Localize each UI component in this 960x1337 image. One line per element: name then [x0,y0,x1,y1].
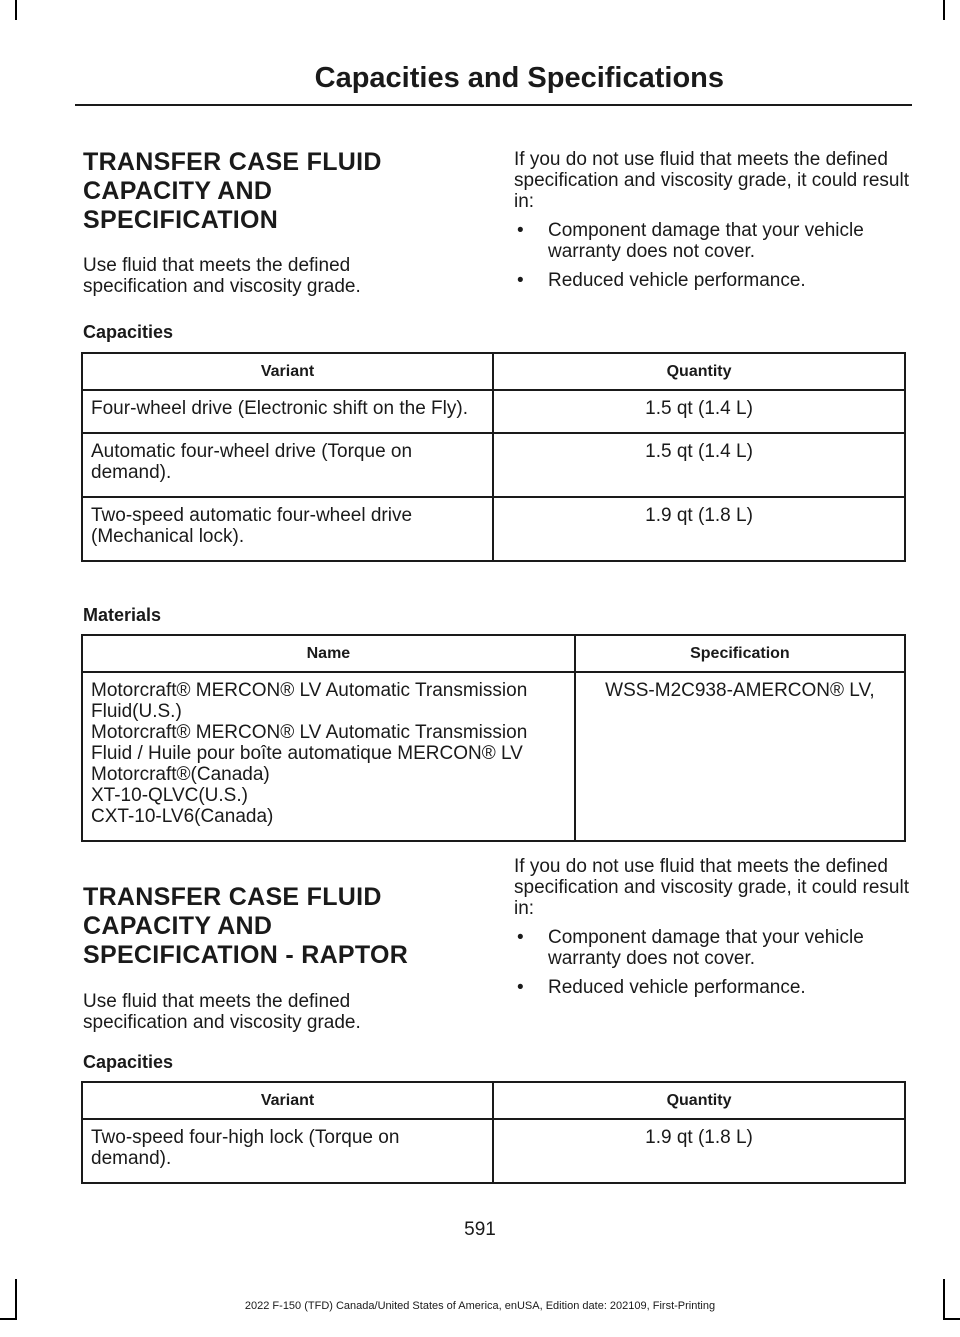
section-title-line: SPECIFICATION [83,206,279,234]
column-header-variant: Variant [82,353,493,390]
capacities-heading: Capacities [83,322,174,342]
capacities-heading: Capacities [83,1052,174,1072]
material-name-line: Fluid / Huile pour boîte automatique MERCON® LV [91,743,523,764]
variant-cell: Two-speed automatic four-wheel drive (Mechanical lock). [82,497,493,561]
material-specification-cell: WSS-M2C938-AMERCON® LV, [575,672,905,841]
section-title-line: TRANSFER CASE FLUID [83,148,382,176]
material-name-line: Motorcraft®(Canada) [91,764,270,785]
quantity-cell: 1.5 qt (1.4 L) [493,433,905,497]
page-header [75,60,912,106]
warning-bullet-list [514,220,910,299]
table-row [82,390,905,433]
section-title-transfer-case [83,148,473,235]
list-item: • Component damage that your vehicle warranty does not cover. [514,220,910,262]
column-header-quantity: Quantity [493,1082,905,1119]
material-name-line: Motorcraft® MERCON® LV Automatic Transmission [91,680,528,701]
quantity-cell: 1.9 qt (1.8 L) [493,1119,905,1183]
fluid-warning: If you do not use fluid that meets the defined specification and viscosity grade, it could result in: [514,149,909,212]
page-title: Capacities and Specifications [314,62,724,94]
table-row [82,497,905,561]
section-title-line: CAPACITY AND [83,912,273,940]
fluid-warning: If you do not use fluid that meets the defined specification and viscosity grade, it could result in: [514,856,909,919]
table-row [82,672,905,841]
capacities-table [81,352,906,562]
column-header-quantity: Quantity [493,353,905,390]
table-header-row [82,1082,905,1119]
section-title-transfer-case-raptor [83,883,483,970]
material-name-line: Motorcraft® MERCON® LV Automatic Transmission [91,722,528,743]
column-header-name: Name [82,635,575,672]
crop-mark-bottom-right-vertical [943,1279,945,1319]
section-title-line: CAPACITY AND [83,177,273,205]
column-header-specification: Specification [575,635,905,672]
crop-mark-bottom-left-horizontal [0,1318,17,1320]
capacities-table-raptor [81,1081,906,1184]
material-name-line: XT-10-QLVC(U.S.) [91,785,248,806]
section-intro: Use fluid that meets the defined specification and viscosity grade. [83,255,361,297]
section-title-line: TRANSFER CASE FLUID [83,883,382,911]
list-item: • Component damage that your vehicle warranty does not cover. [514,927,910,969]
variant-cell: Two-speed four-high lock (Torque on demand). [82,1119,493,1183]
list-item: • Reduced vehicle performance. [514,977,910,998]
quantity-cell: 1.5 qt (1.4 L) [493,390,905,433]
material-name-line: Fluid(U.S.) [91,701,182,722]
quantity-cell: 1.9 qt (1.8 L) [493,497,905,561]
variant-cell: Four-wheel drive (Electronic shift on the Fly). [82,390,493,433]
variant-cell: Automatic four-wheel drive (Torque on demand). [82,433,493,497]
edition-footer: 2022 F-150 (TFD) Canada/United States of America, enUSA, Edition date: 202109, First-Printing [244,1300,716,1312]
table-header-row [82,635,905,672]
table-row [82,433,905,497]
column-header-variant: Variant [82,1082,493,1119]
table-header-row [82,353,905,390]
crop-mark-top-left-vertical [15,0,17,20]
material-name-cell [82,672,575,841]
warning-bullet-list [514,927,910,1006]
crop-mark-top-right-vertical [943,0,945,20]
materials-table [81,634,906,842]
page-number: 591 [464,1219,496,1240]
material-name-line: CXT-10-LV6(Canada) [91,806,274,827]
table-row [82,1119,905,1183]
section-intro: Use fluid that meets the defined specification and viscosity grade. [83,991,361,1033]
crop-mark-bottom-right-horizontal [943,1318,960,1320]
section-title-line: SPECIFICATION - RAPTOR [83,941,409,969]
crop-mark-bottom-left-vertical [15,1279,17,1319]
list-item: • Reduced vehicle performance. [514,270,910,291]
materials-heading: Materials [83,605,162,625]
